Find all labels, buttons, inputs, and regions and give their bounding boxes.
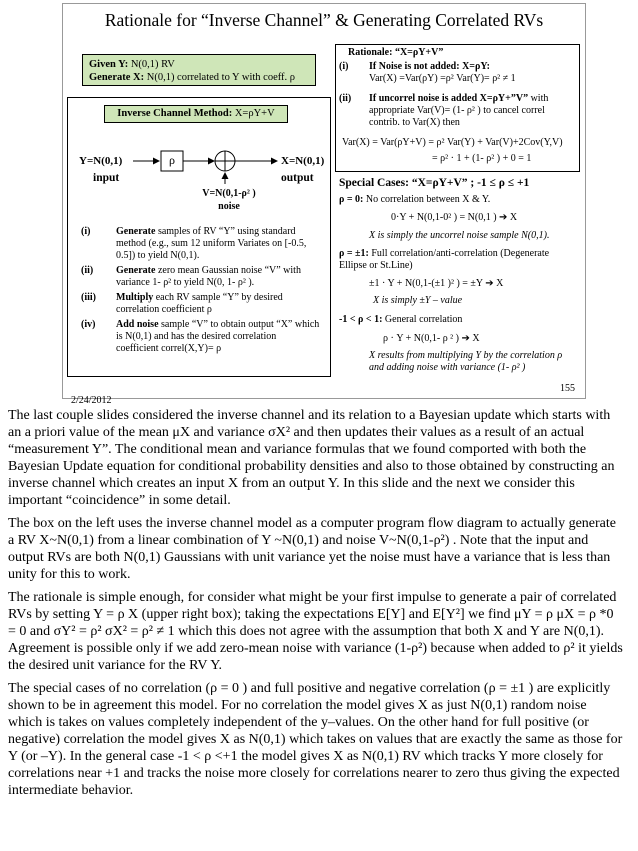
rationale-eq1: Var(X) = Var(ρY+V) = ρ² Var(Y) + Var(V)+2Cov(Y,V) xyxy=(342,137,563,148)
step-item: (iv) Add noise sample “V” to obtain output “X” which is N(0,1) and has the desired correlation coefficient correl(X,Y)= ρ xyxy=(81,319,320,354)
generate-label: Generate X: xyxy=(89,72,145,83)
rationale-title: Rationale: “X=ρY+V” xyxy=(348,47,444,58)
slide-date: 2/24/2012 xyxy=(71,395,112,406)
rationale-ii-head: If uncorrel noise is added X=ρY+”V” xyxy=(369,93,529,104)
rationale-i-eq: Var(X) =Var(ρY) =ρ² Var(Y)= ρ² ≠ 1 xyxy=(369,73,516,84)
special-c0-eq: 0·Y + N(0,1-0² ) = N(0,1 ) ➔ X xyxy=(391,212,518,223)
rationale-i-head: If Noise is not added: X=ρY: xyxy=(369,61,490,72)
noise-eq: V=N(0,1-ρ² ) xyxy=(202,188,256,199)
steps-list xyxy=(81,226,321,355)
generate-text: N(0,1) correlated to Y with coeff. ρ xyxy=(144,72,296,83)
rationale-ii-text: appropriate Var(V)= (1- ρ² ) to cancel correl contrib. to Var(X) then xyxy=(369,105,545,128)
slide-title: Rationale for “Inverse Channel” & Generating Correlated RVs xyxy=(104,10,544,30)
slide xyxy=(62,3,586,406)
input-eq: Y=N(0,1) xyxy=(79,155,123,167)
paragraph-3: The rationale is simple enough, for consider what might be your first impulse to generate a pair of correlated RVs by setting Y = ρ X (upper right box); taking the expectations E[Y] and E[Y²] we find μY = ρ μX = ρ *0 = 0 and σY² = ρ² σX² = ρ² ≠ 1 which this does not agree with the assumption that both X and Y are N(0,1). Agreement is possible only if we add zero-mean noise with variance (1-ρ²) because when added to ρ² it yields the desired unit variance for the RV Y. xyxy=(8,590,623,673)
special-c2-eq: ρ · Y + N(0,1- ρ ² ) ➔ X xyxy=(383,333,480,344)
special-c0-note: X is simply the uncorrel noise sample N(0,1). xyxy=(369,230,550,241)
special-cases: Special Cases: “X=ρY+V” ; -1 ≤ ρ ≤ +1 ρ = 0: No correlation between X & Y. 0·Y + N(0,1-0² ) = N(0,1 ) ➔ X X is simply the uncorrel noise sample N(0,1). ρ = ±1: Full correlation/anti-correlation (Degenerate Ellipse or St.Line) ±1 · Y + N(0,1-(±1 )² ) = ±Y ➔ X X is simply ±Y – value -1 < ρ < 1: General correlation ρ · Y + N(0,1- ρ ² ) ➔ X X results from multiplying Y by the correlation ρ and adding noise with variance (1- ρ² ) xyxy=(339,176,579,374)
output-label: output xyxy=(281,172,314,184)
flow-diagram xyxy=(133,144,283,184)
slide-page-number: 155 xyxy=(560,383,575,394)
special-title: Special Cases: “X=ρY+V” ; -1 ≤ ρ ≤ +1 xyxy=(339,177,530,189)
gain-symbol: ρ xyxy=(169,153,175,167)
rationale-eq2: = ρ² · 1 + (1- ρ² ) + 0 = 1 xyxy=(432,153,532,164)
rationale-box: Rationale: “X=ρY+V” (i) If Noise is not added: X=ρY: Var(X) =Var(ρY) =ρ² Var(Y)= ρ² ≠ 1 (ii) If uncorrel noise is added X=ρY+”V” with appropriate Var(V)= (1- ρ² ) to cancel correl contrib. to Var(X) then Var(X) = Var(ρY+V) = ρ² Var(Y) + Var(V)+2Cov(Y,V) = ρ² · 1 + (1- ρ² ) + 0 = 1 xyxy=(335,44,580,172)
special-c2-note: X results from multiplying Y by the correlation ρ and adding noise with variance (1- ρ² ) xyxy=(369,350,563,373)
output-eq: X=N(0,1) xyxy=(281,155,325,167)
step-item: (iii) Multiply each RV sample “Y” by desired correlation coefficient ρ xyxy=(81,292,283,315)
step-item: (ii) Generate zero mean Gaussian noise “V” with variance 1- ρ² to yield N(0, 1- ρ² ). xyxy=(81,265,301,288)
step-item: (i) Generate samples of RV “Y” using standard method (e.g., sum 12 uniform Variates on [-0.5, 0.5]) to yield N(0,1). xyxy=(81,226,307,261)
method-label: Inverse Channel Method: xyxy=(117,108,233,119)
special-c1-note: X is simply ±Y – value xyxy=(373,295,463,306)
given-text: N(0,1) RV xyxy=(128,59,175,70)
given-box xyxy=(82,54,316,86)
method-formula: X=ρY+V xyxy=(232,108,275,119)
paragraph-2: The box on the left uses the inverse channel model as a computer program flow diagram to actually generate a RV X~N(0,1) from a linear combination of Y ~N(0,1) and noise V~N(0,1-ρ²) . Note that the input and output RVs are both N(0,1) Gaussians with unit variance yet the noise must have a variance that is less than unity for this to work. xyxy=(8,516,617,582)
special-c1-eq: ±1 · Y + N(0,1-(±1 )² ) = ±Y ➔ X xyxy=(369,278,504,289)
method-title-box xyxy=(104,105,288,123)
body-text xyxy=(8,407,624,799)
paragraph-4: The special cases of no correlation (ρ = 0 ) and full positive and negative correlation (ρ = ±1 ) are explicitly shown to be in agreement this model. For no correlation the model gives X as just N(0,1) random noise which is takes on values completely independent of the y–values. On the other hand for full positive (or negative) correlation the model gives X as N(0,1) which takes on values that are exactly the same as those for Y (or –Y). In the general case -1 < ρ <+1 the model gives X as N(0,1) RV which tracks Y more closely for correlations near +1 and tracks the noise more closely for correlations nearer to zero thus giving the expected intermediate behavior. xyxy=(8,681,623,798)
paragraph-1: The last couple slides considered the inverse channel and its relation to a Bayesian update which starts with an a priori value of the mean μX and variance σX² and then updates their values as a result of an actual “measurement Y”. The conditional mean and variance formulas that we found comported with both the Bayesian Update equation for conditional probability densities and also to those obtained by constructing an inverse channel which creates an input X from an output Y. In this slide and the next we consider this important “coincidence” in some detail. xyxy=(8,408,615,508)
given-label: Given Y: xyxy=(89,59,129,70)
input-label: input xyxy=(93,172,120,184)
noise-label: noise xyxy=(218,201,240,212)
